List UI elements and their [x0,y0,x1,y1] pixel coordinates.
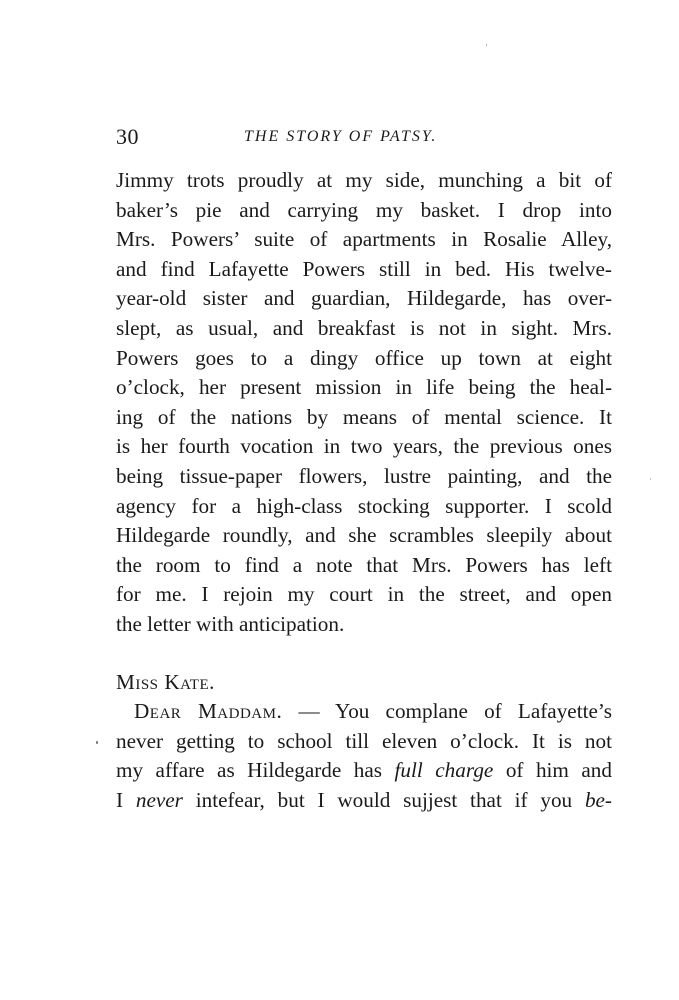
emphasis-text: be- [584,787,612,812]
letter-greeting: Dear Maddam. [134,699,283,724]
running-head [116,124,612,154]
letter-line [116,697,612,727]
running-title: THE STORY OF PATSY. [244,128,438,145]
text-line: baker’s pie and carrying my basket. I drop into [116,197,612,222]
letter-line: never getting to school till eleven o’clock. It is not [116,728,612,753]
paragraph [116,166,612,640]
letter-line [116,786,612,816]
letter-text: my affare as Hildegarde has [116,758,395,783]
emphasis-text: never [135,787,183,812]
text-line: being tissue-paper flowers, lustre painting, and the [116,463,612,488]
body-text [116,166,612,815]
letter-text: of him and [493,758,612,783]
letter-text: intefear, but I would sujjest that if you [182,787,585,812]
text-line: is her fourth vocation in two years, the previous ones [116,434,612,459]
text-line: the letter with anticipation. [116,611,345,636]
text-line: year-old sister and guardian, Hildegarde, has over- [116,286,612,311]
letter [116,668,612,816]
text-line: Mrs. Powers’ suite of apartments in Rosalie Alley, [116,227,612,252]
letter-addressee: Miss Kate. [116,669,215,694]
text-line: and find Lafayette Powers still in bed. His twelve- [116,256,612,281]
paper-speck [650,478,651,480]
letter-text: I [116,787,136,812]
paper-speck [96,741,98,744]
emphasis-text: full charge [394,758,494,783]
letter-text: — You complane of Lafayette’s [282,699,613,724]
text-line: ing of the nations by means of mental science. It [116,404,612,429]
paragraph-gap [116,640,612,668]
text-line: the room to find a note that Mrs. Powers has left [116,552,612,577]
text-line: Powers goes to a dingy office up town at eight [116,345,612,370]
text-line: slept, as usual, and breakfast is not in sight. Mrs. [116,315,612,340]
page-number: 30 [116,124,139,149]
text-line: Hildegarde roundly, and she scrambles sleepily about [116,523,612,548]
text-line: for me. I rejoin my court in the street, and open [116,582,612,607]
letter-line [116,756,612,786]
paper-speck [486,44,487,46]
text-line: agency for a high-class stocking supporter. I scold [116,493,612,518]
text-line: o’clock, her present mission in life being the heal- [116,375,612,400]
text-line: Jimmy trots proudly at my side, munching a bit of [116,168,612,192]
